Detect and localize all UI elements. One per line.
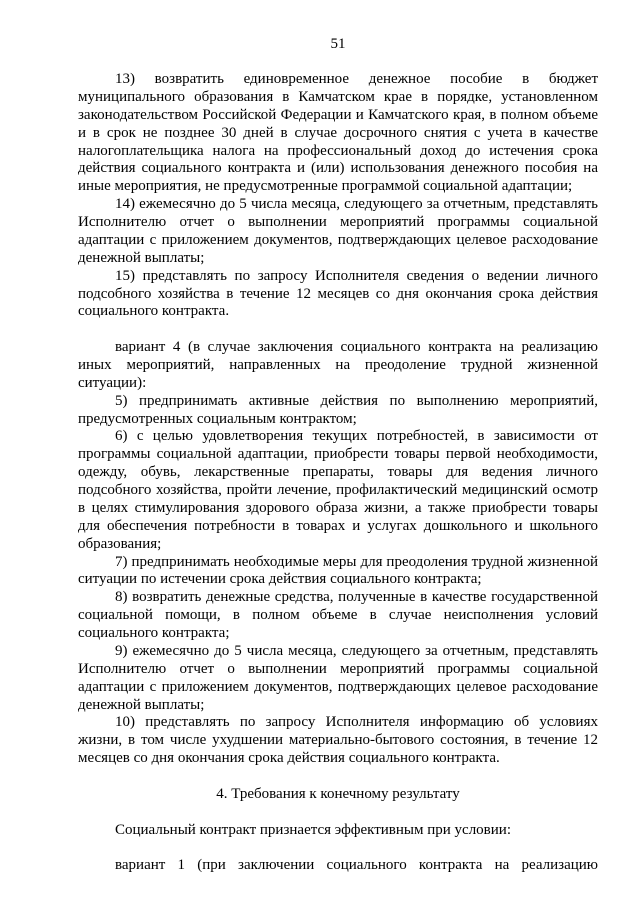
blank-line: [78, 840, 598, 858]
blank-line: [78, 321, 598, 339]
section-intro: Социальный контракт признается эффективным при условии:: [115, 821, 511, 838]
variant-1-intro: вариант 1 (при заключении социального контракта на реализацию: [115, 857, 598, 874]
section-heading: 4. Требования к конечному результату: [216, 785, 460, 802]
variant-4-item-10: 10) представлять по запросу Исполнителя информацию об условиях жизни, в том числе ухудшении материально-бытового состояния, в течение 12 месяцев со дня окончания срока действия социального контракта.: [78, 714, 598, 767]
document-body: [78, 71, 598, 875]
variant-4-item-7: 7) предпринимать необходимые меры для преодоления трудной жизненной ситуации по истечении срока действия социального контракта;: [78, 553, 598, 588]
paragraph-item-15: 15) представлять по запросу Исполнителя сведения о ведении личного подсобного хозяйства в течение 12 месяцев со дня окончания срока действия социального контракта.: [78, 267, 598, 320]
variant-4-intro: вариант 4 (в случае заключения социального контракта на реализацию иных мероприятий, направленных на преодоление трудной жизненной ситуации):: [78, 339, 598, 391]
paragraph-item-13: 13) возвратить единовременное денежное пособие в бюджет муниципального образования в Камчатском крае в порядке, установленном законодательством Российской Федерации и Камчатского края, в полном объеме и в срок не позднее 30 дней в случае досрочного снятия с учета в качестве налогоплательщика налога на профессиональный доход до истечения срока действия социального контракта и (или) использования денежного пособия на иные мероприятия, не предусмотренные программой социальной адаптации;: [78, 71, 598, 195]
variant-4-item-8: 8) возвратить денежные средства, полученные в качестве государственной социальной помощи, в полном объеме в случае неисполнения условий социального контракта;: [78, 589, 598, 642]
variant-4-item-5: 5) предпринимать активные действия по выполнению мероприятий, предусмотренных социальным контрактом;: [78, 392, 598, 427]
page-number: 51: [330, 36, 346, 52]
blank-line: [78, 768, 598, 786]
variant-4-item-6: 6) с целью удовлетворения текущих потребностей, в зависимости от программы социальной адаптации, приобрести товары первой необходимости, одежду, обувь, лекарственные препараты, товары для ведения личного подсобного хозяйства, пройти лечение, профилактический медицинский осмотр в целях стимулирования здорового образа жизни, а также приобрести товары для обеспечения потребности в товарах и услугах дошкольного и школьного образования;: [78, 428, 598, 552]
variant-4-item-9: 9) ежемесячно до 5 числа месяца, следующего за отчетным, представлять Исполнителю отчет о выполнении мероприятий программы социальной адаптации с приложением документов, подтверждающих целевое расходование денежной выплаты;: [78, 642, 598, 713]
paragraph-item-14: 14) ежемесячно до 5 числа месяца, следующего за отчетным, представлять Исполнителю отчет о выполнении мероприятий программы социальной адаптации с приложением документов, подтверждающих целевое расходование денежной выплаты;: [78, 196, 598, 266]
blank-line: [78, 804, 598, 822]
